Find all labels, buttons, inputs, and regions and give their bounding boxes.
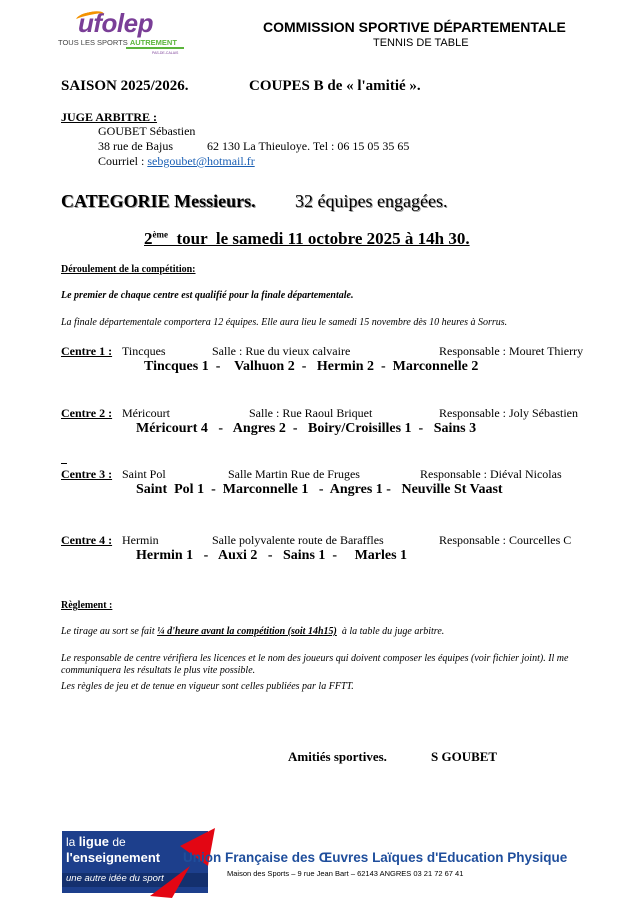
commission-title: COMMISSION SPORTIVE DÉPARTEMENTALE — [263, 19, 566, 35]
commission-subtitle: TENNIS DE TABLE — [373, 37, 469, 49]
signoff-name: S GOUBET — [431, 749, 498, 764]
judge-email-link[interactable]: sebgoubet@hotmail.fr — [147, 154, 255, 168]
rules-draw-post: à la table du juge arbitre. — [336, 626, 445, 637]
judge-email-label: Courriel : — [98, 154, 148, 168]
ufolep-department: PAS-DE-CALAIS — [152, 51, 179, 55]
deroulement-finale: La finale départementale comportera 12 équipes. Elle aura lieu le samedi 15 novembre dès 10 heures à Sorrus. — [61, 317, 508, 328]
centre-4-teams: Hermin 1 - Auxi 2 - Sains 1 - Marles 1 — [136, 548, 408, 563]
ufolep-logo — [58, 10, 188, 60]
centre-4-manager: Responsable : Courcelles C — [439, 533, 572, 547]
centre-2-label: Centre 2 : — [61, 406, 113, 420]
round-number: 2 — [144, 229, 153, 248]
ufolep-tagline-1: TOUS LES SPORTS — [58, 38, 128, 47]
judge-name: GOUBET Sébastien — [98, 124, 196, 138]
union-address: Maison des Sports – 9 rue Jean Bart – 62143 ANGRES 03 21 72 67 41 — [227, 869, 464, 878]
rules-draw — [61, 626, 444, 637]
round-title — [144, 229, 470, 249]
judge-heading: JUGE ARBITRE : — [61, 110, 158, 124]
ligue-logo-line2: l'enseignement — [66, 850, 161, 865]
ligue-logo-ligue: ligue — [78, 834, 110, 849]
ligue-red-arrow-bottom — [150, 866, 190, 898]
deroulement-qualification: Le premier de chaque centre est qualifié pour la finale départementale. — [61, 290, 354, 301]
centre-3-venue: Salle Martin Rue de Fruges — [228, 467, 360, 481]
centre-1-town: Tincques — [122, 344, 166, 358]
centre-3-stray-underline — [61, 463, 67, 464]
season-label: SAISON 2025/2026. — [61, 78, 189, 94]
ligue-logo-line1 — [66, 834, 126, 849]
centre-3-teams: Saint Pol 1 - Marconnelle 1 - Angres 1 - Neuville St Vaast — [136, 482, 503, 497]
ligue-logo-de: de — [109, 835, 126, 849]
centre-1-venue: Salle : Rue du vieux calvaire — [212, 344, 351, 358]
category-label: CATEGORIE Messieurs. — [61, 191, 256, 211]
centre-4-label: Centre 4 : — [61, 533, 113, 547]
round-date: tour le samedi 11 octobre 2025 à 14h 30. — [168, 229, 470, 248]
ligue-logo-la: la — [66, 835, 79, 849]
centre-3-town: Saint Pol — [122, 467, 166, 481]
centre-1-manager: Responsable : Mouret Thierry — [439, 344, 584, 358]
ufolep-tagline-bar — [126, 47, 184, 49]
rules-heading: Règlement : — [61, 600, 113, 611]
ligue-logo-slogan: une autre idée du sport — [66, 873, 164, 884]
deroulement-heading: Déroulement de la compétition: — [61, 264, 196, 275]
centre-2-town: Méricourt — [122, 406, 170, 420]
centre-4-venue: Salle polyvalente route de Baraffles — [212, 533, 384, 547]
judge-city-phone: 62 130 La Thieuloye. Tel : 06 15 05 35 65 — [207, 139, 410, 153]
round-suffix: ème — [152, 229, 168, 240]
cup-title: COUPES B de « l'amitié ». — [249, 78, 421, 94]
centre-3-manager: Responsable : Diéval Nicolas — [420, 467, 562, 481]
centre-2-manager: Responsable : Joly Sébastien — [439, 406, 578, 420]
centre-2-teams: Méricourt 4 - Angres 2 - Boiry/Croisilles 1 - Sains 3 — [136, 421, 477, 436]
judge-email-line — [98, 154, 255, 169]
union-title: Union Française des Œuvres Laïques d'Education Physique — [183, 850, 568, 865]
centre-1-teams: Tincques 1 - Valhuon 2 - Hermin 2 - Marconnelle 2 — [144, 359, 479, 374]
rules-licences: Le responsable de centre vérifiera les licences et le nom des joueurs qui doivent composer les équipes (voir fichier joint). Il me communiquera les résultats le plus vite possible. — [61, 653, 569, 676]
ufolep-logo-word: ufolep — [78, 8, 153, 38]
rules-draw-pre: Le tirage au sort se fait — [61, 626, 158, 637]
ufolep-tagline — [58, 38, 177, 47]
judge-street: 38 rue de Bajus — [98, 139, 173, 153]
ufolep-tagline-2: AUTREMENT — [129, 38, 177, 47]
rules-ffft: Les règles de jeu et de tenue en vigueur sont celles publiées par la FFTT. — [61, 681, 354, 692]
centre-3-label: Centre 3 : — [61, 467, 113, 481]
signoff-greeting: Amitiés sportives. — [288, 749, 387, 764]
rules-draw-time: ¼ d'heure avant la compétition (soit 14h15) — [157, 626, 337, 637]
category-teams: 32 équipes engagées. — [295, 191, 448, 211]
centre-2-venue: Salle : Rue Raoul Briquet — [249, 406, 373, 420]
centre-1-label: Centre 1 : — [61, 344, 113, 358]
centre-4-town: Hermin — [122, 533, 159, 547]
